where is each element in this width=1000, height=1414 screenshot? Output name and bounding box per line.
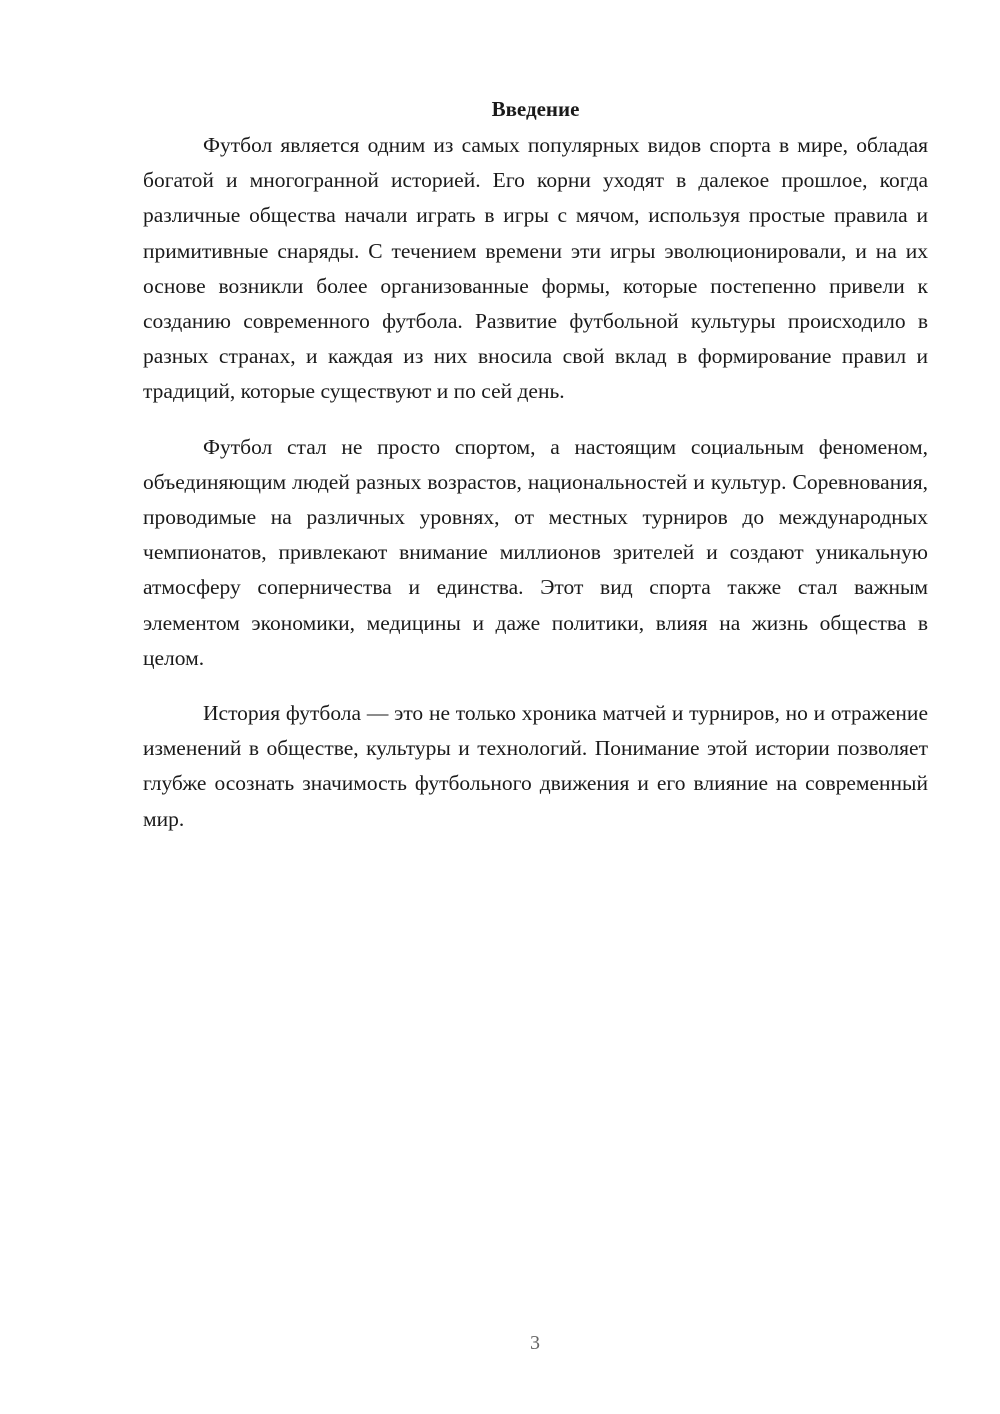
page-content bbox=[143, 92, 928, 857]
paragraph-2: Футбол стал не просто спортом, а настоящим социальным феноменом, объединяющим людей разных возрастов, национальностей и культур. Соревнования, проводимые на различных уровнях, от местных турниров до международных чемпионатов, привлекают внимание миллионов зрителей и создают уникальную атмосферу соперничества и единства. Этот вид спорта также стал важным элементом экономики, медицины и даже политики, влияя на жизнь общества в целом. bbox=[143, 434, 928, 670]
page-number: 3 bbox=[530, 1332, 540, 1354]
paragraph-3: История футбола — это не только хроника матчей и турниров, но и отражение изменений в обществе, культуры и технологий. Понимание этой истории позволяет глубже осознать значимость футбольного движения и его влияние на современный мир. bbox=[143, 701, 928, 831]
section-heading: Введение bbox=[491, 97, 580, 121]
paragraph-1: Футбол является одним из самых популярных видов спорта в мире, обладая богатой и многогранной историей. Его корни уходят в далекое прошлое, когда различные общества начали играть в игры с мячом, используя простые правила и примитивные снаряды. С течением времени эти игры эволюционировали, и на их основе возникли более организованные формы, которые постепенно привели к созданию современного футбола. Развитие футбольной культуры происходило в разных странах, и каждая из них вносила свой вклад в формирование правил и традиций, которые существуют и по сей день. bbox=[143, 133, 928, 404]
